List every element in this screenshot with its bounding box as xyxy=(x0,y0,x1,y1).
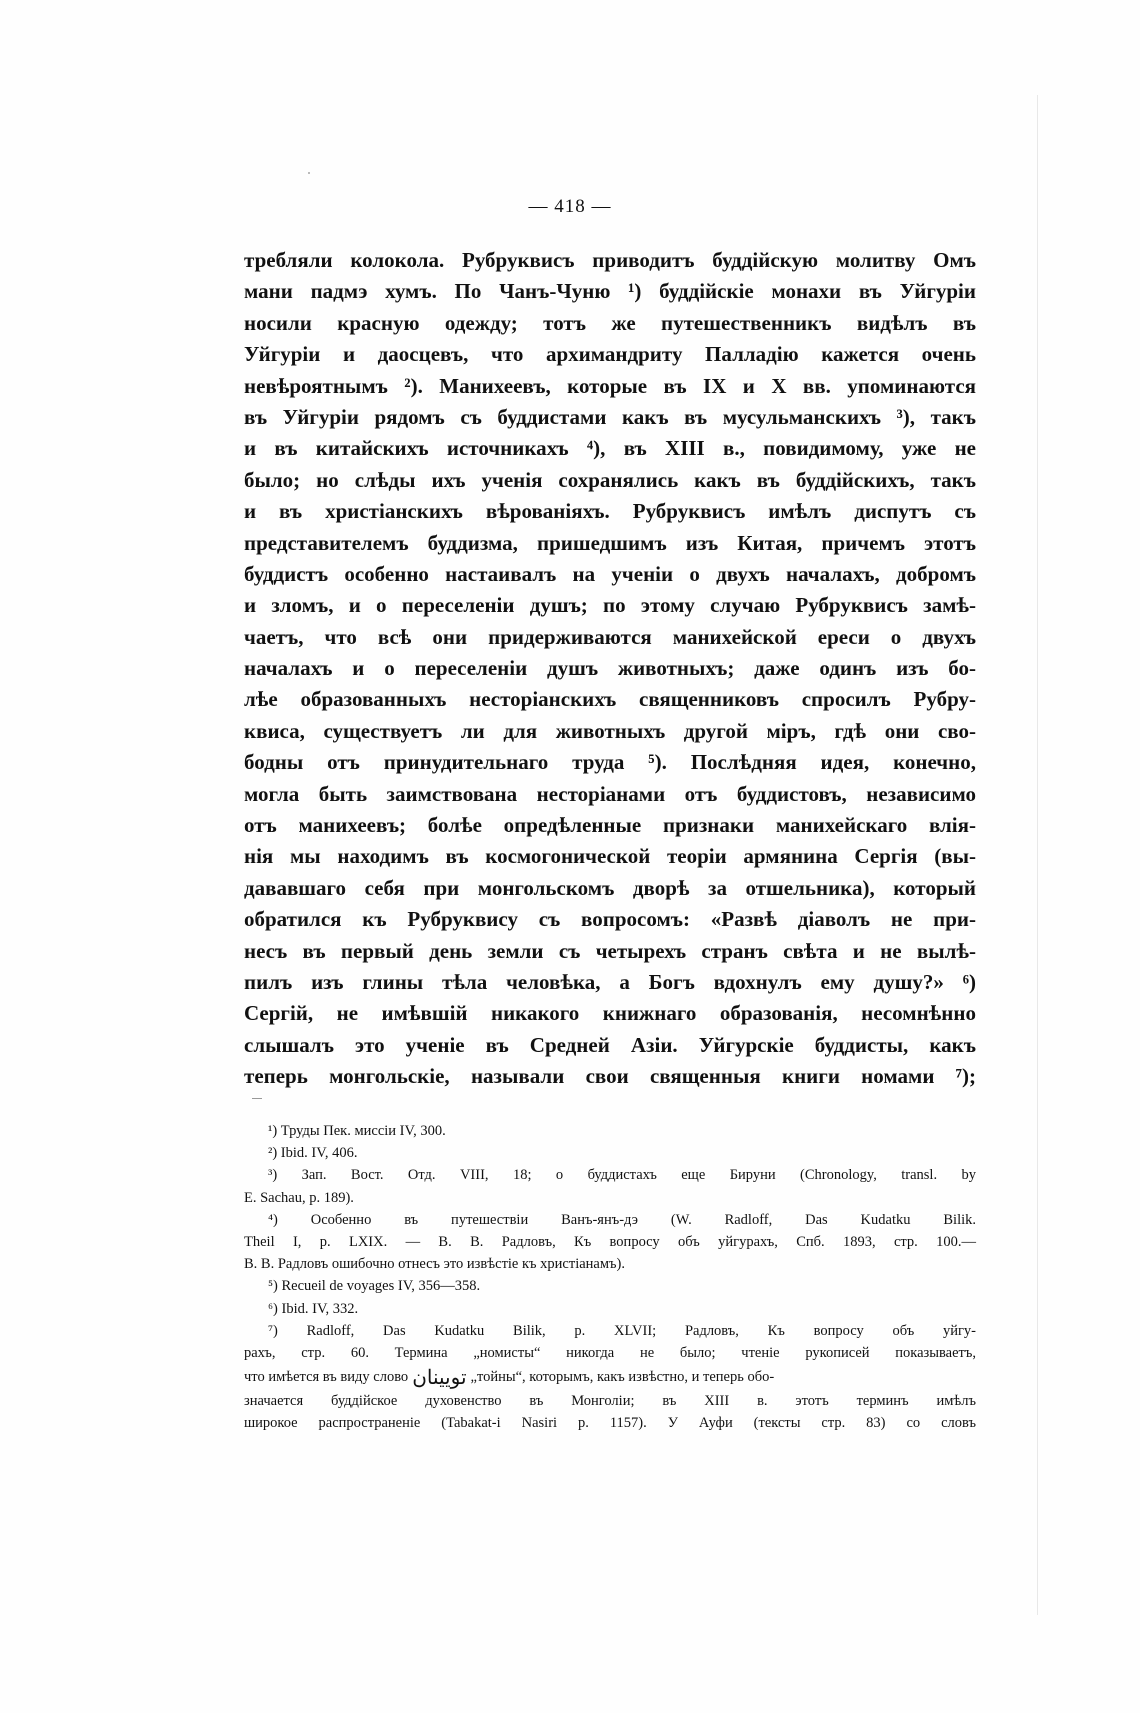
footnote-6: ⁶) Ibid. IV, 332. xyxy=(268,1300,359,1317)
body-line: требляли колокола. Рубруквисъ приводитъ буддійскую молитву Омъ xyxy=(244,248,976,272)
footnote-2: ²) Ibid. IV, 406. xyxy=(268,1145,358,1162)
body-line: лѣе образованныхъ несторіанскихъ священниковъ спросилъ Рубру- xyxy=(244,687,976,712)
body-line: и зломъ, и о переселеніи душъ; по этому случаю Рубруквисъ замѣ- xyxy=(244,593,976,618)
body-line: дававшаго себя при монгольскомъ дворѣ за отшельника), который xyxy=(244,875,976,900)
footnote-separator xyxy=(252,1098,262,1099)
arabic-word: تویینان xyxy=(412,1367,467,1390)
body-line: буддистъ особенно настаивалъ на ученіи о двухъ началахъ, добромъ xyxy=(244,561,976,586)
footnote-7-cont: значается буддійское духовенство въ Монголіи; въ XIII в. этотъ терминъ имѣлъ xyxy=(244,1393,976,1410)
body-line: началахъ и о переселеніи душъ животныхъ; даже одинъ изъ бо- xyxy=(244,656,976,681)
body-line: носили красную одежду; тотъ же путешественникъ видѣлъ въ xyxy=(244,310,976,335)
body-line: слышалъ это ученіе въ Средней Азіи. Уйгурскіе буддисты, какъ xyxy=(244,1032,976,1057)
body-line: квиса, существуетъ ли для животныхъ другой міръ, гдѣ они сво- xyxy=(244,718,976,743)
footnote-4-cont: Theil I, p. LXIX. — В. В. Радловъ, Къ вопросу объ уйгурахъ, Спб. 1893, стр. 100.— xyxy=(244,1234,976,1251)
body-line: пилъ изъ глины тѣла человѣка, а Богъ вдохнулъ ему душу?» ⁶) xyxy=(244,969,976,994)
footnote-7-text: что имѣется въ виду слово xyxy=(244,1369,409,1386)
body-line: мани падмэ хумъ. По Чанъ-Чуню ¹) буддійскіе монахи въ Уйгуріи xyxy=(244,279,976,304)
body-line: обратился къ Рубруквису съ вопросомъ: «Развѣ діаволъ не при- xyxy=(244,907,976,932)
body-line: бодны отъ принудительнаго труда ⁵). Послѣдняя идея, конечно, xyxy=(244,750,976,775)
body-text xyxy=(244,245,976,1093)
body-line: чаетъ, что всѣ они придерживаются манихейской ереси о двухъ xyxy=(244,624,976,649)
body-line: и въ китайскихъ источникахъ ⁴), въ XIII в., повидимому, уже не xyxy=(244,436,976,461)
body-line: невѣроятнымъ ²). Манихеевъ, которые въ IX и X вв. упоминаются xyxy=(244,373,976,398)
footnote-3-cont: E. Sachau, p. 189). xyxy=(244,1189,354,1206)
footnotes xyxy=(244,1120,976,1435)
footnote-7-text: „тойны“, которымъ, какъ извѣстно, и теперь обо- xyxy=(470,1369,775,1386)
footnote-4: ⁴) Особенно въ путешествіи Ванъ-янъ-дэ (W. Radloff, Das Kudatku Bilik. xyxy=(268,1211,976,1228)
footnote-4-cont: В. В. Радловъ ошибочно отнесъ это извѣстіе къ христіанамъ). xyxy=(244,1256,625,1273)
page-edge-line xyxy=(1037,95,1038,1615)
body-line: отъ манихеевъ; болѣе опредѣленные признаки манихейскаго влія- xyxy=(244,813,976,838)
body-line: и въ христіанскихъ вѣрованіяхъ. Рубруквисъ имѣлъ диспутъ съ xyxy=(244,499,976,524)
footnote-7: ⁷) Radloff, Das Kudatku Bilik, p. XLVII; Радловъ, Къ вопросу объ уйгу- xyxy=(268,1322,976,1339)
footnote-7-cont: широкое распространеніе (Tabakat-i Nasiri p. 1157). У Ауфи (тексты стр. 83) со словъ xyxy=(244,1415,976,1432)
page-number: — 418 — xyxy=(528,196,612,217)
body-line: представителемъ буддизма, пришедшимъ изъ Китая, причемъ этотъ xyxy=(244,530,976,555)
body-line: было; но слѣды ихъ ученія сохранялись какъ въ буддійскихъ, такъ xyxy=(244,467,976,492)
footnote-5: ⁵) Recueil de voyages IV, 356—358. xyxy=(268,1278,481,1295)
body-line: теперь монгольскіе, называли свои священныя книги номами ⁷); xyxy=(244,1064,976,1089)
footnote-7-cont: рахъ, стр. 60. Термина „номисты“ никогда не было; чтеніе рукописей показываетъ, xyxy=(244,1345,976,1362)
scan-speck xyxy=(308,172,310,174)
body-line: нія мы находимъ въ космогонической теоріи армянина Сергія (вы- xyxy=(244,844,976,869)
body-line: въ Уйгуріи рядомъ съ буддистами какъ въ мусульманскихъ ³), такъ xyxy=(244,404,976,429)
body-line: несъ въ первый день земли съ четырехъ странъ свѣта и не вылѣ- xyxy=(244,938,976,963)
footnote-1: ¹) Труды Пек. миссіи IV, 300. xyxy=(268,1123,446,1139)
body-line: могла быть заимствована несторіанами отъ буддистовъ, независимо xyxy=(244,781,976,806)
body-line: Сергій, не имѣвшій никакого книжнаго образованія, несомнѣнно xyxy=(244,1001,976,1026)
footnote-7-arabic-line xyxy=(244,1364,976,1390)
footnote-3: ³) Зап. Вост. Отд. VIII, 18; о буддистахъ еще Бируни (Chronology, transl. by xyxy=(268,1167,976,1184)
body-line: Уйгуріи и даосцевъ, что архимандриту Палладію кажется очень xyxy=(244,342,976,367)
